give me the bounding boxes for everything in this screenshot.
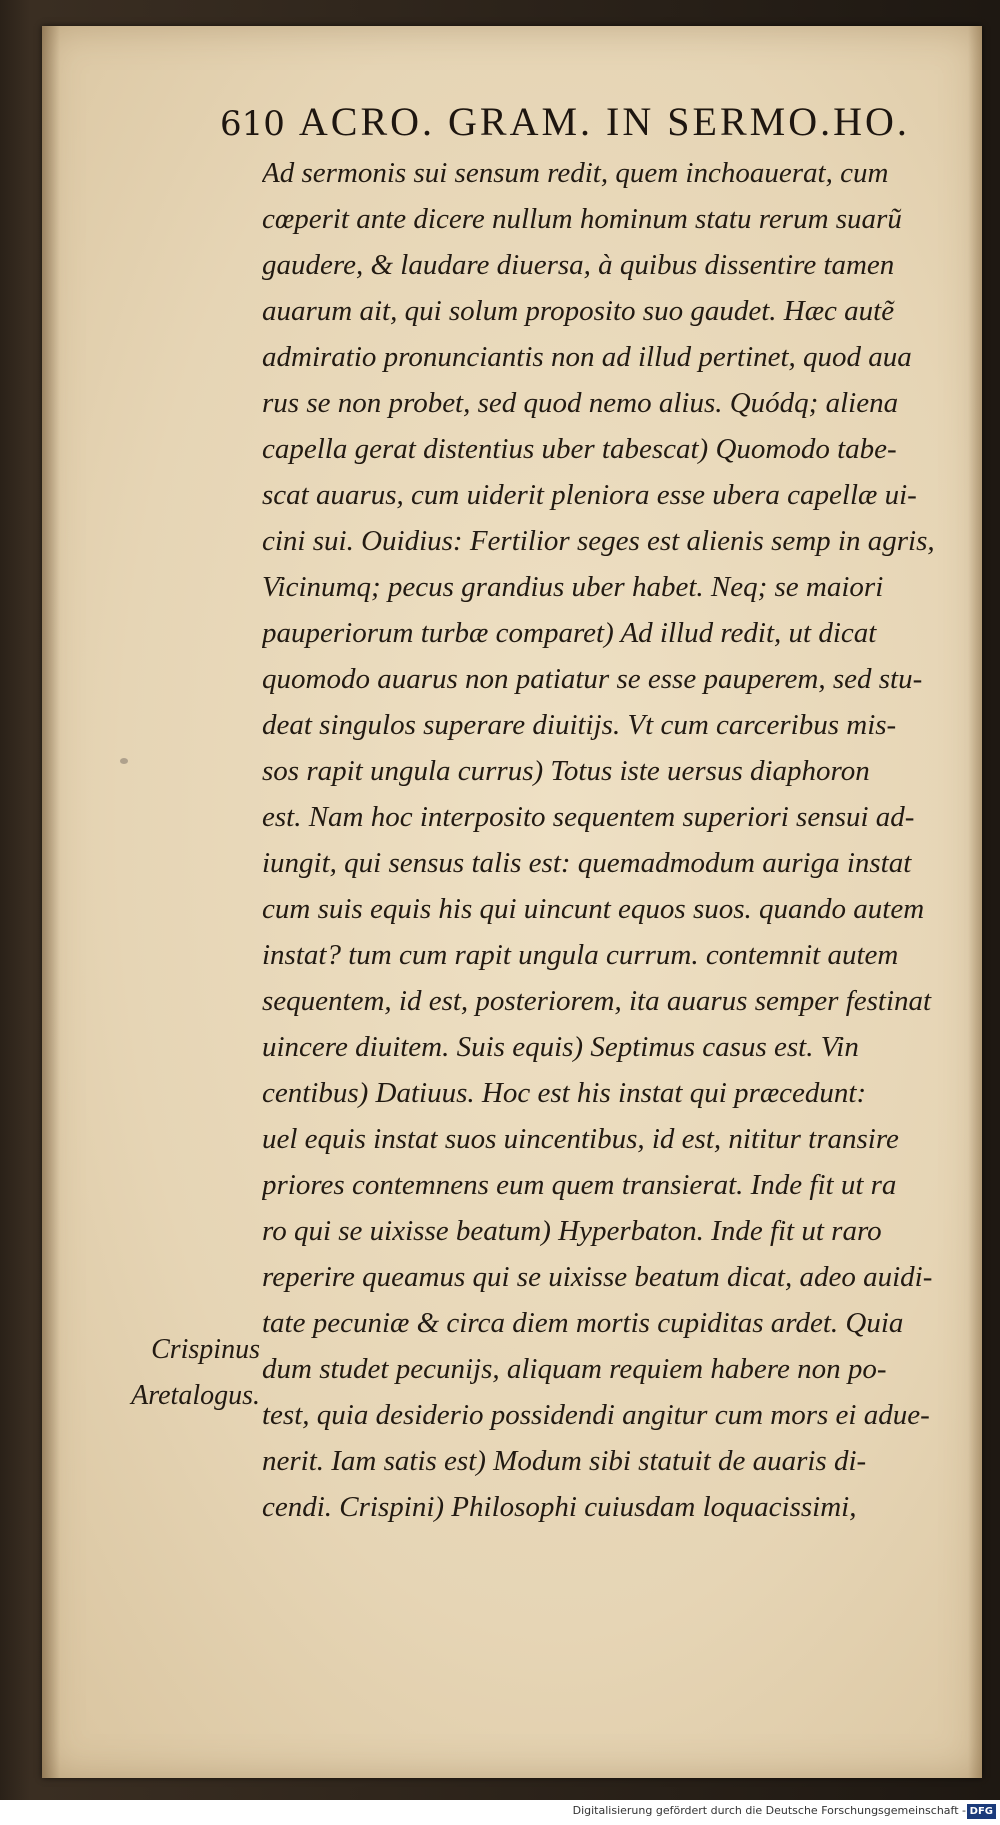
- text-line: scat auarus, cum uiderit pleniora esse ubera capellæ ui-: [262, 479, 917, 511]
- text-line: tate pecuniæ & circa diem mortis cupiditas ardet. Quia: [262, 1307, 904, 1339]
- marginal-note-crispinus: Crispinus: [151, 1334, 260, 1365]
- text-line: uincere diuitem. Suis equis) Septimus casus est. Vin: [262, 1031, 859, 1063]
- text-line: iungit, qui sensus talis est: quemadmodum auriga instat: [262, 847, 912, 879]
- text-line: test, quia desiderio possidendi angitur cum mors ei adue-: [262, 1399, 930, 1431]
- text-line: priores contemnens eum quem transierat. Inde fit ut ra: [262, 1169, 897, 1201]
- marginal-note-aretalogus: Aretalogus.: [131, 1380, 260, 1411]
- text-line: instat? tum cum rapit ungula currum. contemnit autem: [262, 939, 899, 971]
- funding-credit: Digitalisierung gefördert durch die Deutsche Forschungsgemeinschaft -: [572, 1804, 966, 1817]
- paper-spot: [120, 758, 128, 764]
- page-number: 610: [220, 104, 285, 144]
- text-line: quomodo auarus non patiatur se esse pauperem, sed stu-: [262, 663, 923, 695]
- text-line: est. Nam hoc interposito sequentem superiori sensui ad-: [262, 801, 915, 833]
- text-line: dum studet pecunijs, aliquam requiem habere non po-: [262, 1353, 887, 1385]
- text-line: cini sui. Ouidius: Fertilior seges est alienis semp in agris,: [262, 525, 935, 557]
- text-line: nerit. Iam satis est) Modum sibi statuit de auaris di-: [262, 1445, 867, 1477]
- text-line: centibus) Datiuus. Hoc est his instat qui præcedunt:: [262, 1077, 867, 1109]
- text-line: sos rapit ungula currus) Totus iste uersus diaphoron: [262, 755, 870, 787]
- digitization-footer: [0, 1800, 1000, 1825]
- text-line: uel equis instat suos uincentibus, id est, nititur transire: [262, 1123, 899, 1155]
- dfg-logo: DFG: [967, 1804, 996, 1819]
- running-head-title: ACRO. GRAM. IN SERMO.HO.: [298, 99, 910, 144]
- text-line: rus se non probet, sed quod nemo alius. Quódq; aliena: [262, 387, 899, 419]
- body-text: [262, 150, 952, 1530]
- text-line: sequentem, id est, posteriorem, ita auarus semper festinat: [262, 985, 932, 1017]
- text-line: cendi. Crispini) Philosophi cuiusdam loquacissimi,: [262, 1491, 857, 1523]
- text-line: capella gerat distentius uber tabescat) Quomodo tabe-: [262, 433, 897, 465]
- text-line: pauperiorum turbæ comparet) Ad illud redit, ut dicat: [262, 617, 877, 649]
- text-line: deat singulos superare diuitijs. Vt cum carceribus mis-: [262, 709, 897, 741]
- text-line: ro qui se uixisse beatum) Hyperbaton. Inde fit ut raro: [262, 1215, 882, 1247]
- text-line: reperire queamus qui se uixisse beatum dicat, adeo auidi-: [262, 1261, 933, 1293]
- text-line: cœperit ante dicere nullum hominum statu rerum suarũ: [262, 203, 902, 235]
- text-line: admiratio pronunciantis non ad illud pertinet, quod aua: [262, 341, 912, 373]
- text-line: auarum ait, qui solum proposito suo gaudet. Hæc autẽ: [262, 295, 895, 327]
- running-head: [220, 98, 955, 148]
- page-gutter-shadow: [42, 26, 60, 1778]
- text-line: Vicinumq; pecus grandius uber habet. Neq; se maiori: [262, 571, 884, 603]
- page-edge-shadow: [968, 26, 982, 1778]
- text-line: Ad sermonis sui sensum redit, quem inchoauerat, cum: [262, 157, 889, 189]
- text-line: gaudere, & laudare diuersa, à quibus dissentire tamen: [262, 249, 895, 281]
- text-line: cum suis equis his qui uincunt equos suos. quando autem: [262, 893, 925, 925]
